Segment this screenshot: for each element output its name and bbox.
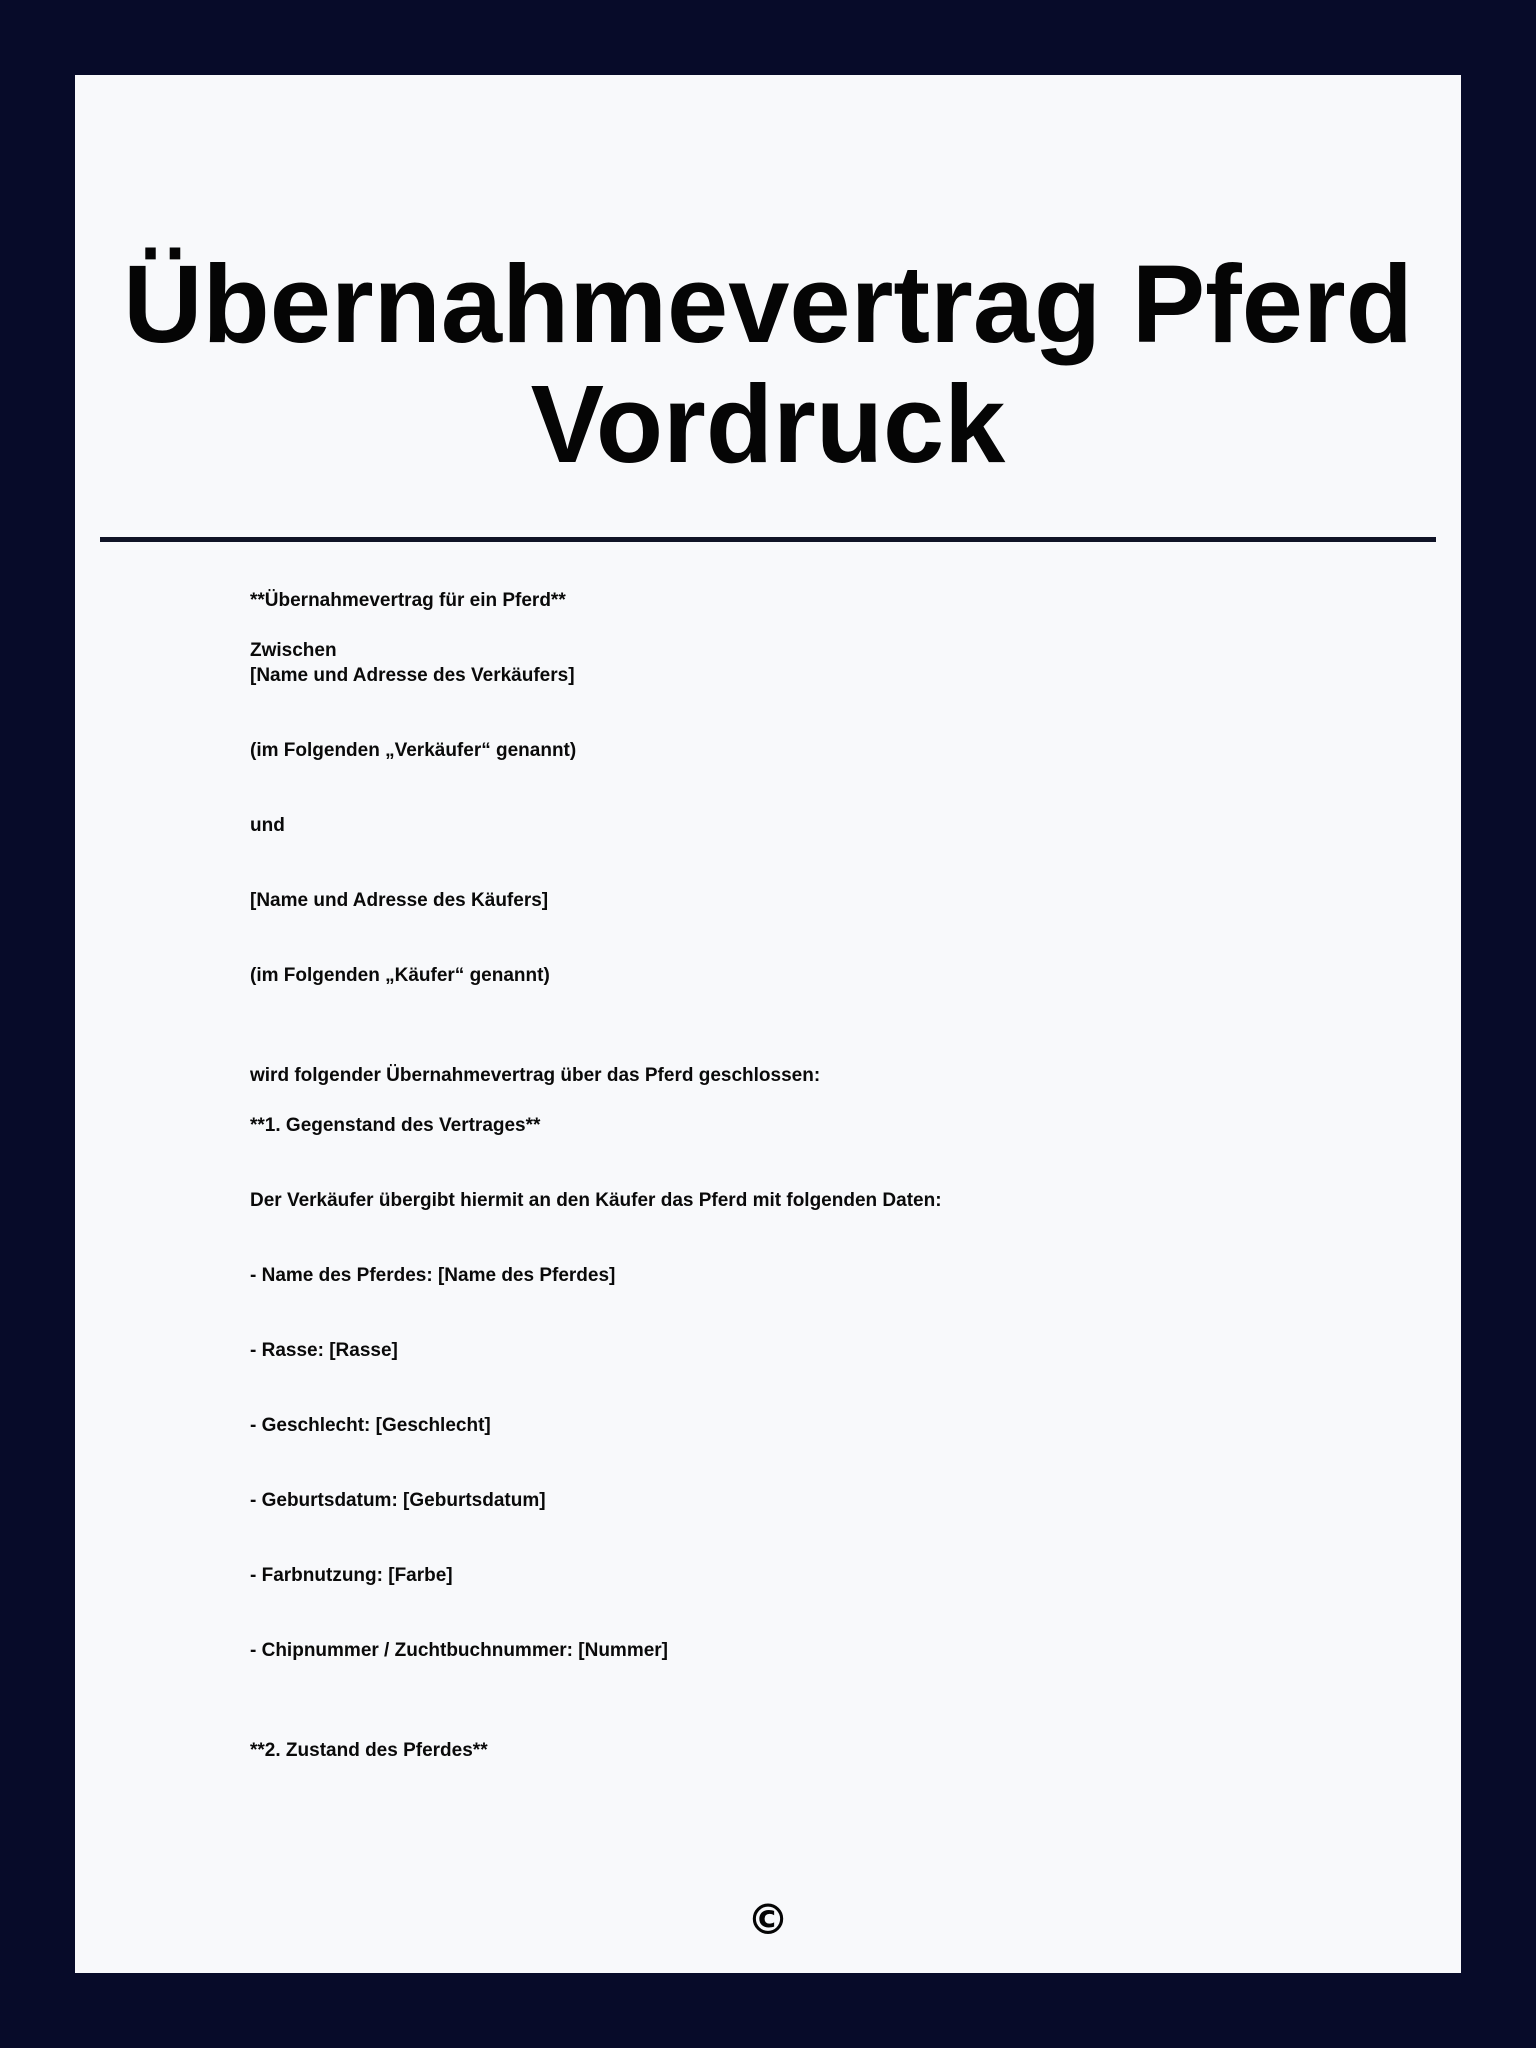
section-2-heading: **2. Zustand des Pferdes** (250, 1740, 488, 1761)
document-page (75, 75, 1461, 1973)
document-title: Übernahmevertrag Pferd Vordruck (123, 243, 1413, 486)
section-1-text: Der Verkäufer übergibt hiermit an den Käufer das Pferd mit folgenden Daten: (250, 1190, 942, 1211)
buyer-placeholder: [Name und Adresse des Käufers] (250, 890, 549, 911)
chip-number-item: - Chipnummer / Zuchtbuchnummer: [Nummer] (250, 1640, 669, 1661)
between-label: Zwischen (250, 640, 337, 661)
seller-placeholder: [Name und Adresse des Verkäufers] (250, 665, 575, 686)
copyright-icon: © (747, 1895, 789, 1944)
horse-name-item: - Name des Pferdes: [Name des Pferdes] (250, 1265, 616, 1286)
section-1-heading: **1. Gegenstand des Vertrages** (250, 1115, 541, 1136)
color-item: - Farbnutzung: [Farbe] (250, 1565, 453, 1586)
title-divider (100, 537, 1436, 542)
breed-item: - Rasse: [Rasse] (250, 1340, 398, 1361)
buyer-designation: (im Folgenden „Käufer“ genannt) (250, 965, 550, 986)
contract-heading: **Übernahmevertrag für ein Pferd** (250, 590, 566, 611)
seller-designation: (im Folgenden „Verkäufer“ genannt) (250, 740, 577, 761)
birthdate-item: - Geburtsdatum: [Geburtsdatum] (250, 1490, 546, 1511)
sex-item: - Geschlecht: [Geschlecht] (250, 1415, 491, 1436)
and-label: und (250, 815, 285, 836)
contract-intro: wird folgender Übernahmevertrag über das Pferd geschlossen: (250, 1065, 821, 1086)
